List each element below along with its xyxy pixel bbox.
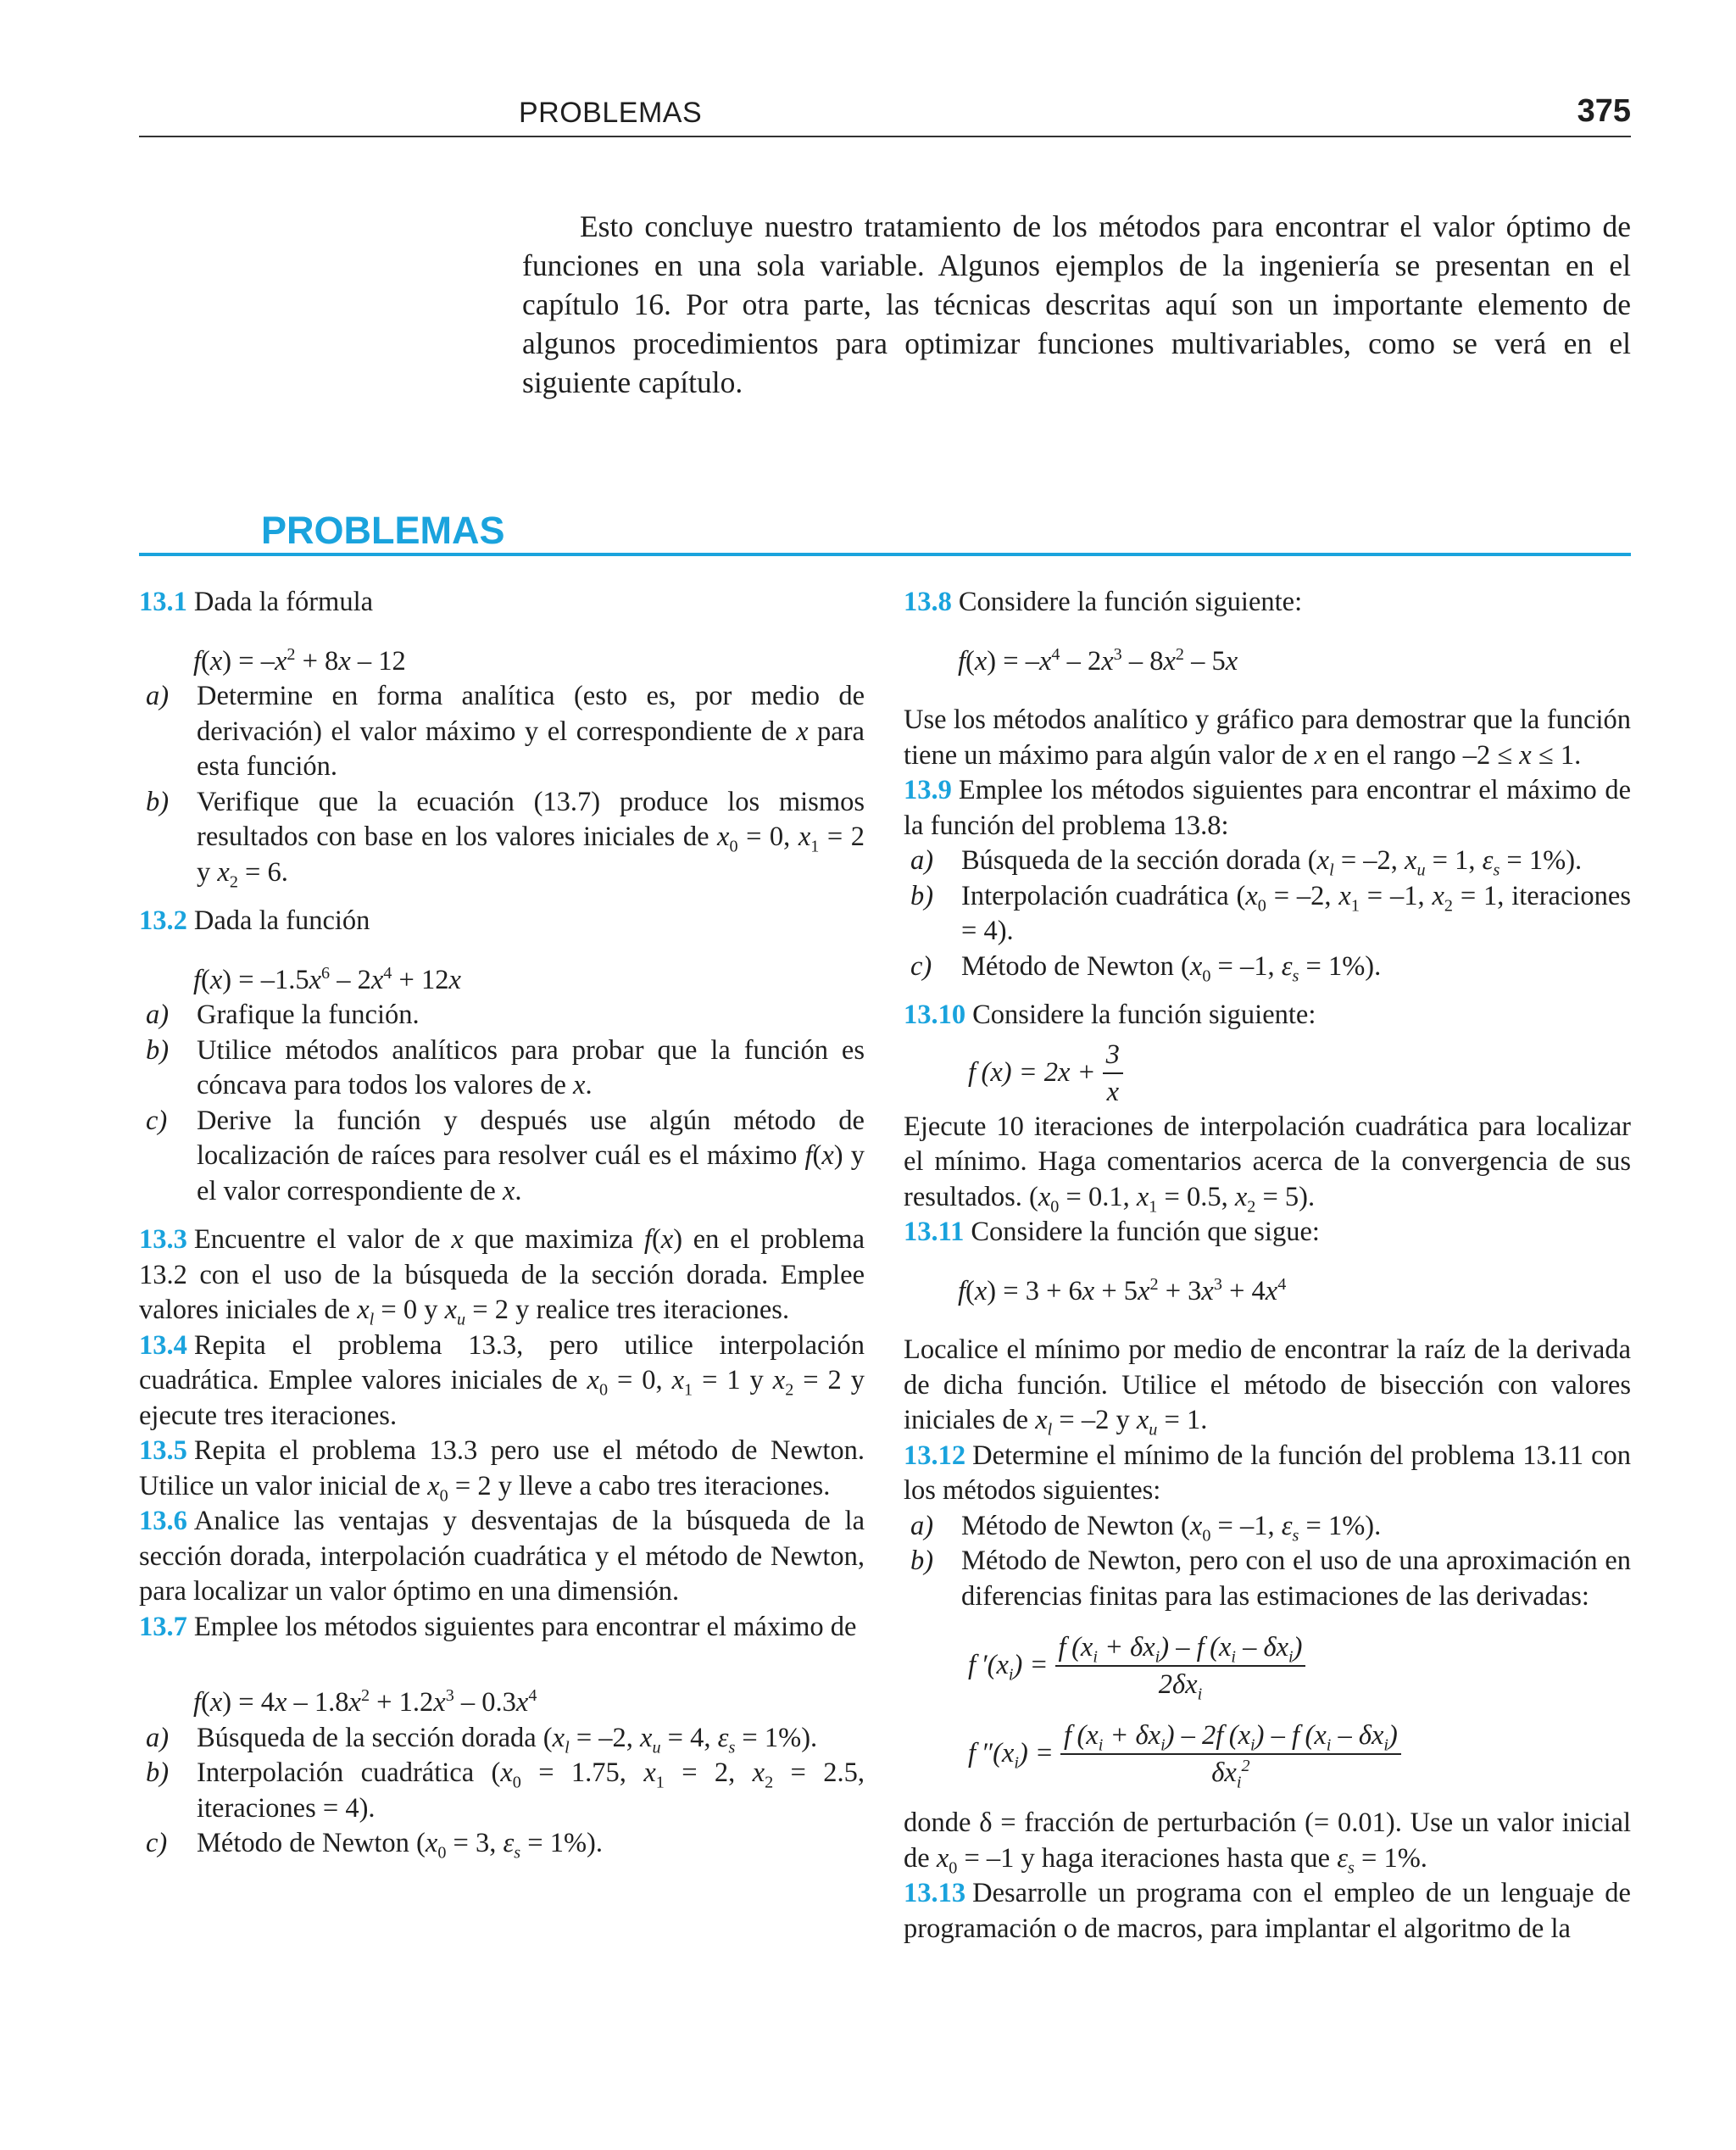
- problem-number: 13.5: [139, 1435, 187, 1466]
- problem-13-2: [139, 904, 865, 939]
- problem-number: 13.3: [139, 1224, 187, 1255]
- sub-item: b) Verifique que la ecuación (13.7) produce los mismos resultados con base en los valores iniciales de $x_0 = 0$, $x_1 = 2$ y $x_2 = 6$.: [146, 786, 865, 891]
- equation: f $''(x_i)$ = $\frac{f (x_i + \delta x_i) - 2f (x_i) - f (x_i - \delta x_i)}{\delta x_i^2}$: [904, 1718, 1631, 1791]
- sub-item: c) Método de Newton ($x_0 = 3$, $\varepsilon_s = 1\%$).: [146, 1828, 603, 1863]
- problem-text: Analice las ventajas y desventajas de la búsqueda de la sección dorada, interpolación cuadrática y el método de Newton, para localizar un valor óptimo en una dimensión.: [139, 1506, 865, 1607]
- section-rule: [139, 553, 1631, 556]
- problem-number: 13.10: [904, 1000, 966, 1030]
- problem-13-10-text: Ejecute 10 iteraciones de interpolación cuadrática para localizar el mínimo. Haga comentarios acerca de la convergencia de sus resultados. ($x_0 = 0.1$, $x_1 = 0.5$, $x_2 = 5$).: [904, 1111, 1631, 1216]
- problem-intro: Emplee los métodos siguientes para encontrar el máximo de la función del problema 13.8:: [904, 775, 1631, 841]
- problem-number: 13.2: [139, 905, 187, 936]
- equation: $f(x) = -x^2 + 8x - 12$: [193, 644, 406, 677]
- problem-13-12: [904, 1439, 1631, 1509]
- problem-text: Desarrolle un programa con el empleo de un lenguaje de programación o de macros, para implantar el algoritmo de la: [904, 1878, 1631, 1944]
- problem-13-8: [904, 585, 1631, 621]
- problem-intro: Dada la fórmula: [193, 587, 374, 617]
- problem-13-4: 13.4 Repita el problema 13.3, pero utilice interpolación cuadrática. Emplee valores iniciales de $x_0 = 0$, $x_1 = 1$ y $x_2 = 2$ y ejecute tres iteraciones.: [139, 1329, 865, 1431]
- problem-number: 13.7: [139, 1611, 187, 1642]
- problem-intro: Determine el mínimo de la función del problema 13.11 con los métodos siguientes:: [904, 1440, 1631, 1506]
- problem-number: 13.6: [139, 1506, 187, 1536]
- problem-number: 13.12: [904, 1440, 966, 1471]
- problem-intro: Dada la función: [193, 905, 370, 936]
- equation: $f(x) = 4x - 1.8x^2 + 1.2x^3 - 0.3x^4$: [193, 1686, 537, 1718]
- problem-text: Ejecute 10 iteraciones de interpolación cuadrática para localizar el mínimo. Haga comentarios acerca de la convergencia de sus resultados.: [904, 1111, 1631, 1212]
- right-column: [904, 585, 1631, 1947]
- problem-13-8-text: Use los métodos analítico y gráfico para demostrar que la función tiene un máximo para algún valor de x en el rango –2 ≤ x ≤ 1.: [904, 705, 1631, 771]
- intro-paragraph: Esto concluye nuestro tratamiento de los métodos para encontrar el valor óptimo de funciones en una sola variable. Algunos ejemplos de la ingeniería se presentan en el capítulo 16. Por otra parte, las técnicas descritas aquí son un importante elemento de algunos procedimientos para optimizar funciones multivariables, como se verá en el siguiente capítulo.: [522, 209, 1631, 399]
- problem-13-11: [904, 1215, 1631, 1250]
- sub-item: a) Búsqueda de la sección dorada ($x_l = -2$, $x_u = 4$, $\varepsilon_s = 1\%$).: [146, 1722, 818, 1757]
- problem-number: 13.1: [139, 587, 187, 617]
- problem-13-11-text: Localice el mínimo por medio de encontrar la raíz de la derivada de dicha función. Utilice el método de bisección con valores iniciales de $x_l = -2$ y $x_u = 1$.: [904, 1334, 1631, 1440]
- problem-13-6: [139, 1504, 865, 1610]
- problem-13-5: 13.5 Repita el problema 13.3 pero use el método de Newton. Utilice un valor inicial de $x_0 = 2$ y lleve a cabo tres iteraciones.: [139, 1435, 865, 1505]
- sub-item: b) Interpolación cuadrática ($x_0 = 1.75$, $x_1 = 2$, $x_2 = 2.5$, iteraciones = 4).: [146, 1757, 865, 1824]
- page-number: 375: [1577, 93, 1631, 129]
- problem-number: 13.13: [904, 1878, 966, 1908]
- sub-item: a) Búsqueda de la sección dorada ($x_l = -2$, $x_u = 1$, $\varepsilon_s = 1\%$).: [910, 845, 1583, 880]
- header-rule: [139, 136, 1631, 137]
- problem-13-7: [139, 1610, 865, 1646]
- problem-intro: Considere la función siguiente:: [972, 1000, 1316, 1030]
- sub-item: c) Derive la función y después use algún método de localización de raíces para resolver cuál es el máximo f(x) y el valor correspondiente de x.: [146, 1105, 865, 1206]
- sub-item: c) Método de Newton ($x_0 = -1$, $\varepsilon_s = 1\%$).: [910, 950, 1382, 985]
- sub-item: b) Interpolación cuadrática ($x_0 = -2$, $x_1 = -1$, $x_2 = 1$, iteraciones = 4).: [910, 880, 1631, 946]
- problem-number: 13.9: [904, 775, 952, 805]
- sub-item: a) Método de Newton ($x_0 = -1$, $\varepsilon_s = 1\%$).: [910, 1510, 1382, 1545]
- running-head: PROBLEMAS: [519, 97, 703, 129]
- sub-item: b) Utilice métodos analíticos para probar que la función es cóncava para todos los valores de x.: [146, 1034, 865, 1100]
- problem-13-1: [139, 585, 865, 621]
- section-title: PROBLEMAS: [261, 509, 505, 552]
- equation: f (x) = 2x + $\frac{3}{x}$: [904, 1037, 1631, 1110]
- equation: $f(x) = -1.5x^6 - 2x^4 + 12x$: [193, 963, 461, 995]
- problem-13-10: [904, 998, 1631, 1033]
- problem-intro: Considere la función siguiente:: [958, 587, 1303, 617]
- problem-13-3: 13.3 Encuentre el valor de x que maximiza f(x) en el problema 13.2 con el uso de la búsqueda de la sección dorada. Emplee valores iniciales de $x_l = 0$ y $x_u = 2$ y realice tres iteraciones.: [139, 1224, 865, 1329]
- equation: f $'(x_i)$ = $\frac{f (x_i + \delta x_i) - f (x_i - \delta x_i)}{2\delta x_i}$: [904, 1629, 1631, 1702]
- equation: $f(x) = -x^4 - 2x^3 - 8x^2 - 5x$: [958, 644, 1238, 677]
- sub-item: a) Grafique la función.: [146, 1000, 420, 1030]
- problem-number: 13.11: [904, 1217, 965, 1247]
- left-column: [139, 585, 865, 1862]
- sub-item: b) Método de Newton, pero con el uso de una aproximación en diferencias finitas para las estimaciones de las derivadas:: [910, 1546, 1631, 1612]
- problem-number: 13.8: [904, 587, 952, 617]
- problem-number: 13.4: [139, 1329, 187, 1361]
- problem-13-13: [904, 1876, 1631, 1947]
- problem-13-12-text: donde δ = fracción de perturbación (= 0.01). Use un valor inicial de $x_0 = -1$ y haga iteraciones hasta que $\varepsilon_s = 1\%$.: [904, 1807, 1631, 1877]
- problem-intro: Considere la función que sigue:: [971, 1217, 1320, 1247]
- problem-13-9: [904, 773, 1631, 844]
- sub-item: a) Determine en forma analítica (esto es, por medio de derivación) el valor máximo y el correspondiente de x para esta función.: [146, 681, 865, 782]
- equation: $f(x) = 3 + 6x + 5x^2 + 3x^3 + 4x^4$: [958, 1274, 1287, 1306]
- problem-intro: Emplee los métodos siguientes para encontrar el máximo de: [193, 1611, 857, 1642]
